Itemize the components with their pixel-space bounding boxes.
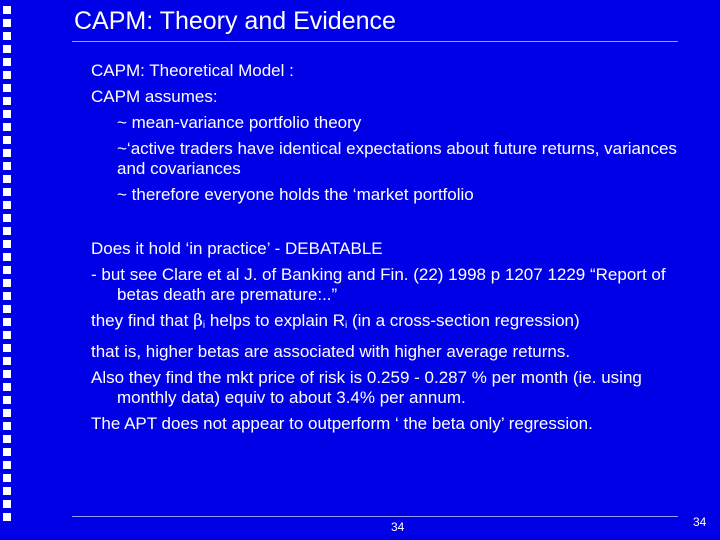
beta-explains-returns: they find that $\beta_i$ helps to explain $R_i$ (in a cross-section regression) [91,311,580,331]
apt-comparison: The APT does not appear to outperform ‘ the beta only’ regression. [91,414,593,433]
assumption-mean-variance: ~ mean-variance portfolio theory [117,113,362,132]
capm-assumes: CAPM assumes: [91,87,218,106]
does-it-hold: Does it hold ‘in practice’ - DEBATABLE [91,239,383,258]
higher-betas-line: that is, higher betas are associated with higher average returns. [91,342,571,361]
heading-theoretical-model: CAPM: Theoretical Model : [91,61,294,80]
page-number-right: 34 [693,515,707,529]
price-of-risk: Also they find the mkt price of risk is 0.259 - 0.287 % per month (ie. using monthly data) equiv to about 3.4% per annum. [91,368,642,407]
page-number-center: 34 [391,520,405,534]
footer-divider [72,516,678,517]
assumption-market-portfolio: ~ therefore everyone holds the ‘market portfolio [117,185,474,204]
slide-body [91,61,701,440]
slide-title: CAPM: Theory and Evidence [74,7,396,35]
clare-reference: - but see Clare et al J. of Banking and Fin. (22) 1998 p 1207 1229 “Report of betas death are premature:..” [91,265,666,304]
beta-symbol: β [193,311,203,331]
title-divider [72,41,678,42]
decorative-square-column [3,6,15,526]
assumption-identical-expectations: ~‘active traders have identical expectations about future returns, variances and covariances [117,139,677,178]
